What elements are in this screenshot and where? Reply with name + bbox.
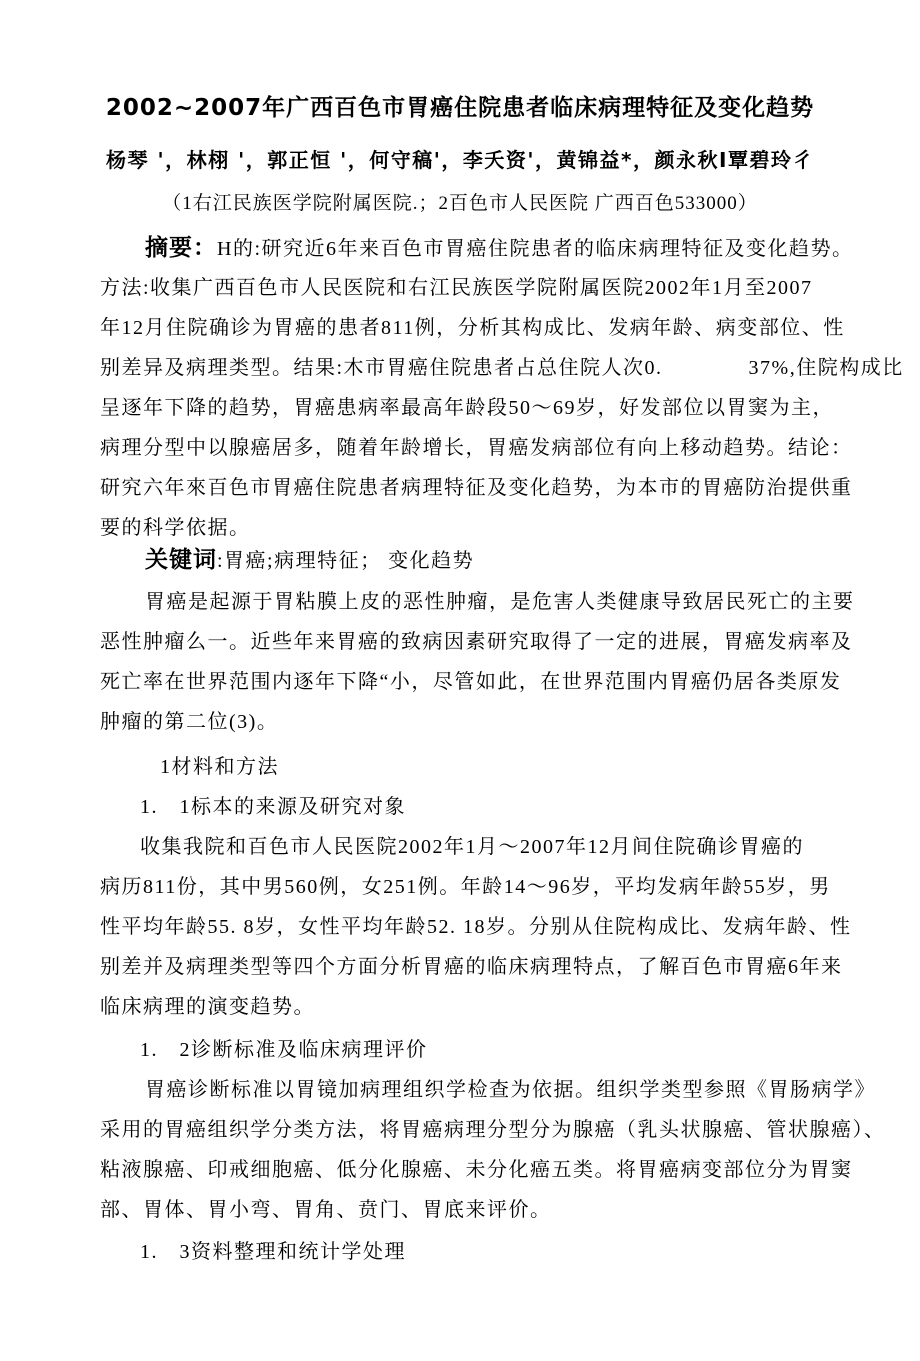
section-1-2-heading-block [100, 1030, 830, 1070]
abstract-label: 摘要： [145, 235, 217, 261]
authors-block [60, 142, 860, 178]
abstract-line: H的:研究近6年来百色市胃癌住院患者的临床病理特征及变化趋势。 [217, 238, 854, 260]
abstract-line: 方法:收集广西百色市人民医院和右江民族医学院附属医院2002年1月至2007 [100, 277, 813, 299]
abstract-line: 病理分型中以腺癌居多，随着年龄增长，胃癌发病部位有向上移动趋势。结论： [100, 437, 853, 459]
section-1-1-heading-block [100, 787, 830, 827]
body-line: 别差并及病理类型等四个方面分析胃癌的临床病理特点，了解百色市胃癌6年来 [100, 956, 843, 978]
abstract-line: 要的科学依据。 [100, 517, 251, 539]
keywords-text: :胃癌;病理特征； 变化趋势 [217, 550, 475, 572]
intro-line: 胃癌是起源于胃粘膜上皮的恶性肿瘤，是危害人类健康导致居民死亡的主要 [145, 591, 855, 613]
abstract-line: 年12月住院确诊为胃癌的患者811例，分析其构成比、发病年龄、病变部位、性 [100, 317, 845, 339]
body-line: 粘液腺癌、印戒细胞癌、低分化腺癌、未分化癌五类。将胃癌病变部位分为胃窦 [100, 1159, 853, 1181]
keywords-label: 关键词 [145, 547, 217, 573]
body-line: 收集我院和百色市人民医院2002年1月～2007年12月间住院确诊胃癌的 [140, 836, 804, 858]
section-1-1-heading: 1. 1标本的来源及研究对象 [140, 796, 406, 818]
body-line: 性平均年龄55. 8岁，女性平均年龄52. 18岁。分别从住院构成比、发病年龄、性 [100, 916, 852, 938]
keywords-block [100, 540, 830, 580]
paper-title: 2002~2007年广西百色市胃癌住院患者临床病理特征及变化趋势 [105, 95, 815, 121]
affiliation-block [60, 186, 860, 222]
abstract-block [100, 228, 904, 548]
section-1-3-heading: 1. 3资料整理和统计学处理 [140, 1241, 406, 1263]
intro-paragraph [100, 582, 855, 742]
intro-line: 肿瘤的第二位(3)。 [100, 711, 279, 733]
section-1-2-heading: 1. 2诊断标准及临床病理评价 [140, 1039, 428, 1061]
intro-line: 死亡率在世界范围内逐年下降“小，尽管如此，在世界范围内胃癌仍居各类原发 [100, 671, 842, 693]
authors-line: 杨琴 '，林栩 '，郭正恒 '，何守稿'，李夭资'，黄锦益*，颜永秋I覃碧玲彳 [106, 148, 814, 172]
section-1-2-paragraph [100, 1070, 886, 1230]
section-1-heading: 1材料和方法 [160, 756, 279, 778]
abstract-line: 别差异及病理类型。结果:木市胃癌住院患者占总住院人次0. 37%,住院构成比 [100, 357, 904, 379]
abstract-first-line [100, 228, 854, 268]
intro-line: 恶性肿瘤么一。近些年来胃癌的致病因素研究取得了一定的进展，胃癌发病率及 [100, 631, 853, 653]
body-line: 胃癌诊断标准以胃镜加病理组织学检查为依据。组织学类型参照《胃肠病学》 [145, 1079, 876, 1101]
affiliation-line: （1右江民族医学院附属医院.；2百色市人民医院 广西百色533000） [162, 193, 758, 214]
section-1-3-heading-block [100, 1232, 830, 1272]
abstract-line: 呈逐年下降的趋势，胃癌患病率最高年龄段50～69岁，好发部位以胃窦为主， [100, 397, 834, 419]
abstract-line: 研究六年來百色市胃癌住院患者病理特征及变化趋势，为本市的胃癌防治提供重 [100, 477, 853, 499]
body-line: 临床病理的演变趋势。 [100, 996, 315, 1018]
body-line: 部、胃体、胃小弯、胃角、贲门、胃底来评价。 [100, 1199, 552, 1221]
section-1-heading-block [100, 747, 830, 787]
section-1-1-paragraph [100, 827, 852, 1027]
body-line: 采用的胃癌组织学分类方法，将胃癌病理分型分为腺癌（乳头状腺癌、管状腺癌）、 [100, 1119, 886, 1141]
paper-title-block [60, 88, 860, 128]
keywords-line [100, 540, 830, 580]
body-line: 病历811份，其中男560例，女251例。年龄14～96岁，平均发病年龄55岁，男 [100, 876, 831, 898]
